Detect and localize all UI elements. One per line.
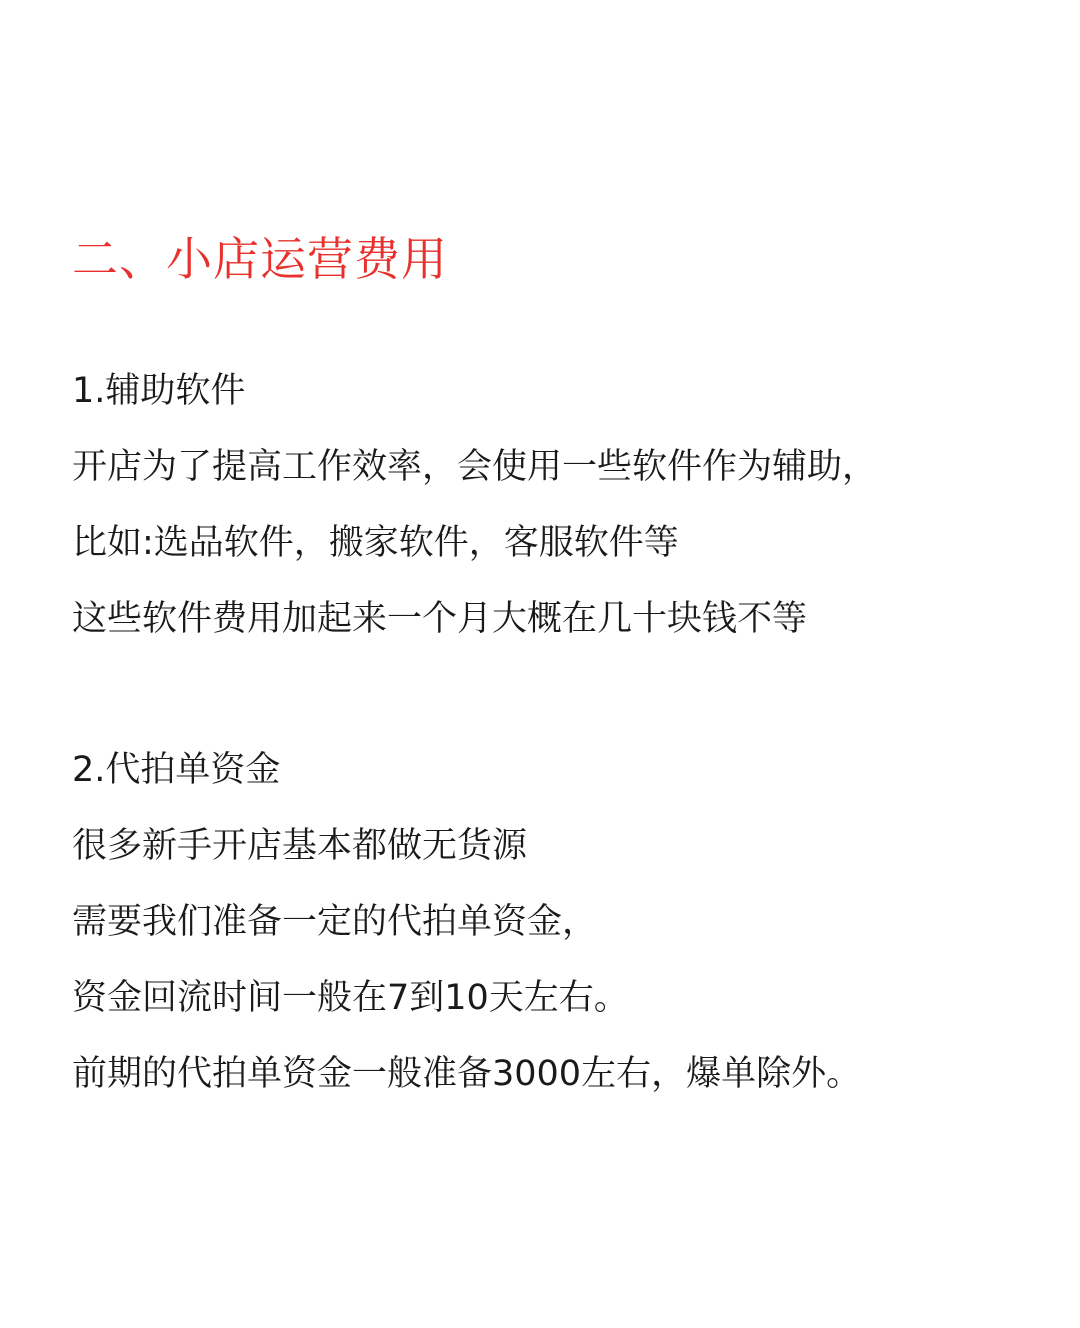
- page-title: 二、小店运营费用: [72, 232, 448, 286]
- paragraph-line: 比如:选品软件，搬家软件，客服软件等: [72, 523, 679, 563]
- paragraph-line: 开店为了提高工作效率，会使用一些软件作为辅助，: [72, 447, 878, 487]
- paragraph-line: 前期的代拍单资金一般准备3000左右，爆单除外。: [72, 1054, 862, 1094]
- section-heading: 2.代拍单资金: [72, 750, 281, 790]
- paragraph-line: 这些软件费用加起来一个月大概在几十块钱不等: [72, 599, 808, 639]
- section-heading: 1.辅助软件: [72, 371, 246, 411]
- paragraph-line: 很多新手开店基本都做无货源: [72, 826, 528, 866]
- paragraph-line: 资金回流时间一般在7到10天左右。: [72, 978, 629, 1018]
- paragraph-line: 需要我们准备一定的代拍单资金，: [72, 902, 598, 942]
